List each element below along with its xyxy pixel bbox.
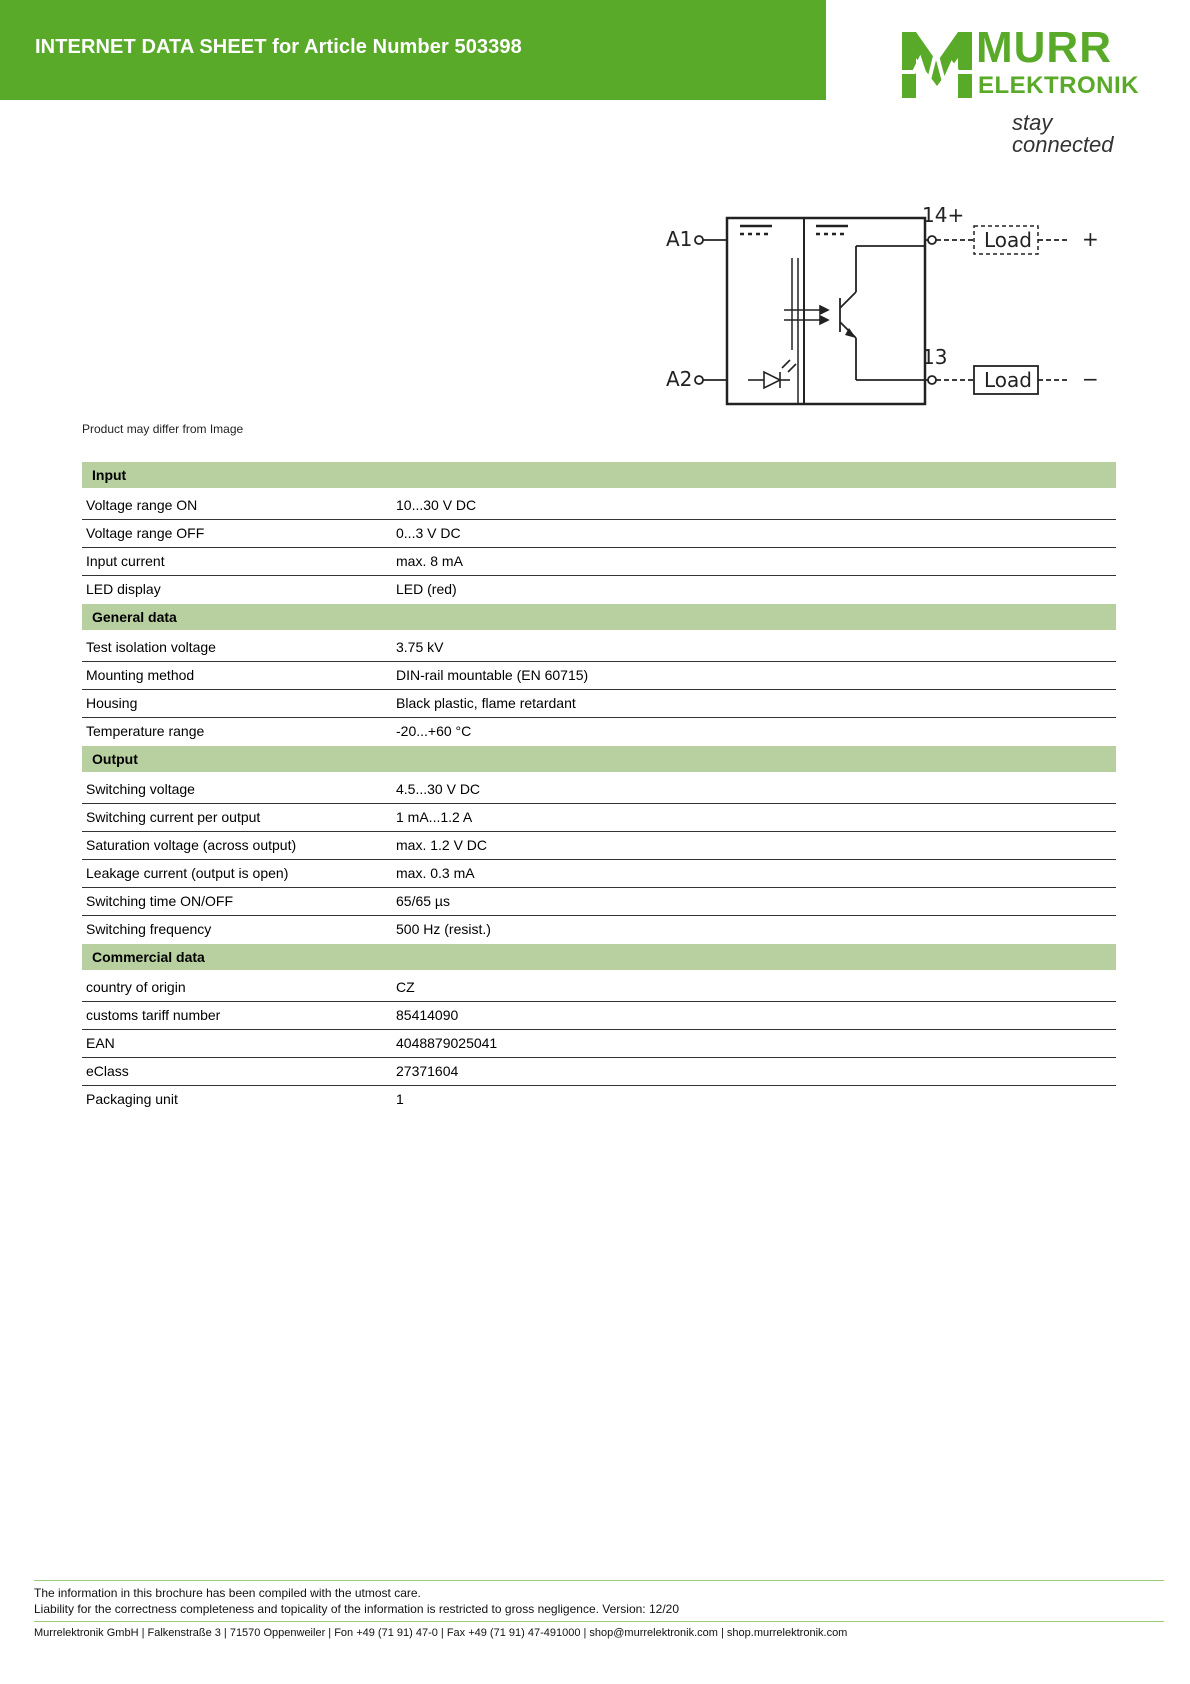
logo-elektronik-text: ELEKTRONIK — [978, 72, 1139, 99]
image-caption: Product may differ from Image — [82, 422, 244, 436]
spec-value: 65/65 µs — [396, 893, 450, 909]
logo-murr-text: MURR — [976, 23, 1112, 72]
footer-divider — [34, 1621, 1164, 1622]
spec-row — [82, 576, 1116, 604]
logo-tagline: stay connected — [1012, 110, 1114, 157]
spec-value: 4048879025041 — [396, 1035, 498, 1051]
spec-row — [82, 776, 1116, 804]
spec-row — [82, 492, 1116, 520]
spec-value: LED (red) — [396, 581, 457, 597]
header-bar — [0, 0, 826, 100]
spec-label: Leakage current (output is open) — [86, 865, 289, 881]
spec-value: 500 Hz (resist.) — [396, 921, 491, 937]
spec-row — [82, 916, 1116, 944]
spec-value: max. 8 mA — [396, 553, 463, 569]
spec-row — [82, 690, 1116, 718]
footer-divider — [34, 1580, 1164, 1581]
plus-label: + — [1082, 227, 1099, 251]
spec-label: country of origin — [86, 979, 186, 995]
terminal-13-label: 13 — [922, 345, 948, 369]
spec-label: Switching current per output — [86, 809, 261, 825]
spec-value: 0...3 V DC — [396, 525, 461, 541]
spec-value: DIN-rail mountable (EN 60715) — [396, 667, 589, 683]
spec-label: Packaging unit — [86, 1091, 178, 1107]
spec-label: eClass — [86, 1063, 129, 1079]
spec-value: 1 — [396, 1091, 404, 1107]
spec-label: customs tariff number — [86, 1007, 221, 1023]
spec-row — [82, 974, 1116, 1002]
section-header: Output — [82, 746, 1116, 772]
spec-row — [82, 1086, 1116, 1114]
terminal-a1-label: A1 — [666, 227, 693, 251]
spec-label: Housing — [86, 695, 138, 711]
spec-value: 1 mA...1.2 A — [396, 809, 473, 825]
load-top-label: Load — [984, 228, 1032, 252]
spec-row — [82, 860, 1116, 888]
terminal-14-label: 14+ — [922, 203, 965, 227]
spec-row — [82, 1058, 1116, 1086]
spec-label: LED display — [86, 581, 161, 597]
murrelektronik-logo — [898, 23, 1158, 157]
spec-label: Saturation voltage (across output) — [86, 837, 297, 853]
spec-row — [82, 888, 1116, 916]
spec-value: -20...+60 °C — [396, 723, 472, 739]
spec-row — [82, 634, 1116, 662]
page-title: INTERNET DATA SHEET for Article Number 503398 — [35, 36, 522, 58]
spec-row — [82, 662, 1116, 690]
spec-label: Test isolation voltage — [86, 639, 216, 655]
spec-row — [82, 832, 1116, 860]
spec-row — [82, 1002, 1116, 1030]
spec-value: CZ — [396, 979, 415, 995]
section-header: Input — [82, 462, 1116, 488]
spec-label: Mounting method — [86, 667, 195, 683]
spec-label: EAN — [86, 1035, 115, 1051]
murr-m-icon — [902, 32, 972, 98]
spec-row — [82, 548, 1116, 576]
spec-label: Input current — [86, 553, 165, 569]
wiring-diagram — [652, 200, 1122, 412]
spec-label: Voltage range ON — [86, 497, 198, 513]
footer-notice-line1: The information in this brochure has been compiled with the utmost care. — [34, 1586, 421, 1600]
spec-label: Switching voltage — [86, 781, 195, 797]
footer-notice-line2: Liability for the correctness completeness and topicality of the information is restricted to gross negligence. Version: 12/20 — [34, 1602, 680, 1616]
spec-row — [82, 804, 1116, 832]
spec-row — [82, 1030, 1116, 1058]
spec-label: Switching frequency — [86, 921, 212, 937]
section-header: General data — [82, 604, 1116, 630]
spec-table — [82, 462, 1116, 1114]
spec-value: 3.75 kV — [396, 639, 444, 655]
minus-label: − — [1082, 367, 1099, 391]
spec-value: 85414090 — [396, 1007, 459, 1023]
spec-value: max. 1.2 V DC — [396, 837, 488, 853]
spec-label: Voltage range OFF — [86, 525, 205, 541]
spec-row — [82, 520, 1116, 548]
spec-value: max. 0.3 mA — [396, 865, 475, 881]
spec-value: 10...30 V DC — [396, 497, 477, 513]
spec-value: 4.5...30 V DC — [396, 781, 481, 797]
load-bottom-label: Load — [984, 368, 1032, 392]
section-header: Commercial data — [82, 944, 1116, 970]
spec-row — [82, 718, 1116, 746]
footer-notice — [34, 1585, 679, 1617]
spec-value: 27371604 — [396, 1063, 459, 1079]
terminal-a2-label: A2 — [666, 367, 693, 391]
spec-value: Black plastic, flame retardant — [396, 695, 576, 711]
spec-label: Temperature range — [86, 723, 205, 739]
footer-contact: Murrelektronik GmbH | Falkenstraße 3 | 71570 Oppenweiler | Fon +49 (71 91) 47-0 | Fax +49 (71 91) 47-491000 | shop@murrelektronik.com | shop.murrelektronik.com — [34, 1627, 848, 1639]
spec-label: Switching time ON/OFF — [86, 893, 234, 909]
